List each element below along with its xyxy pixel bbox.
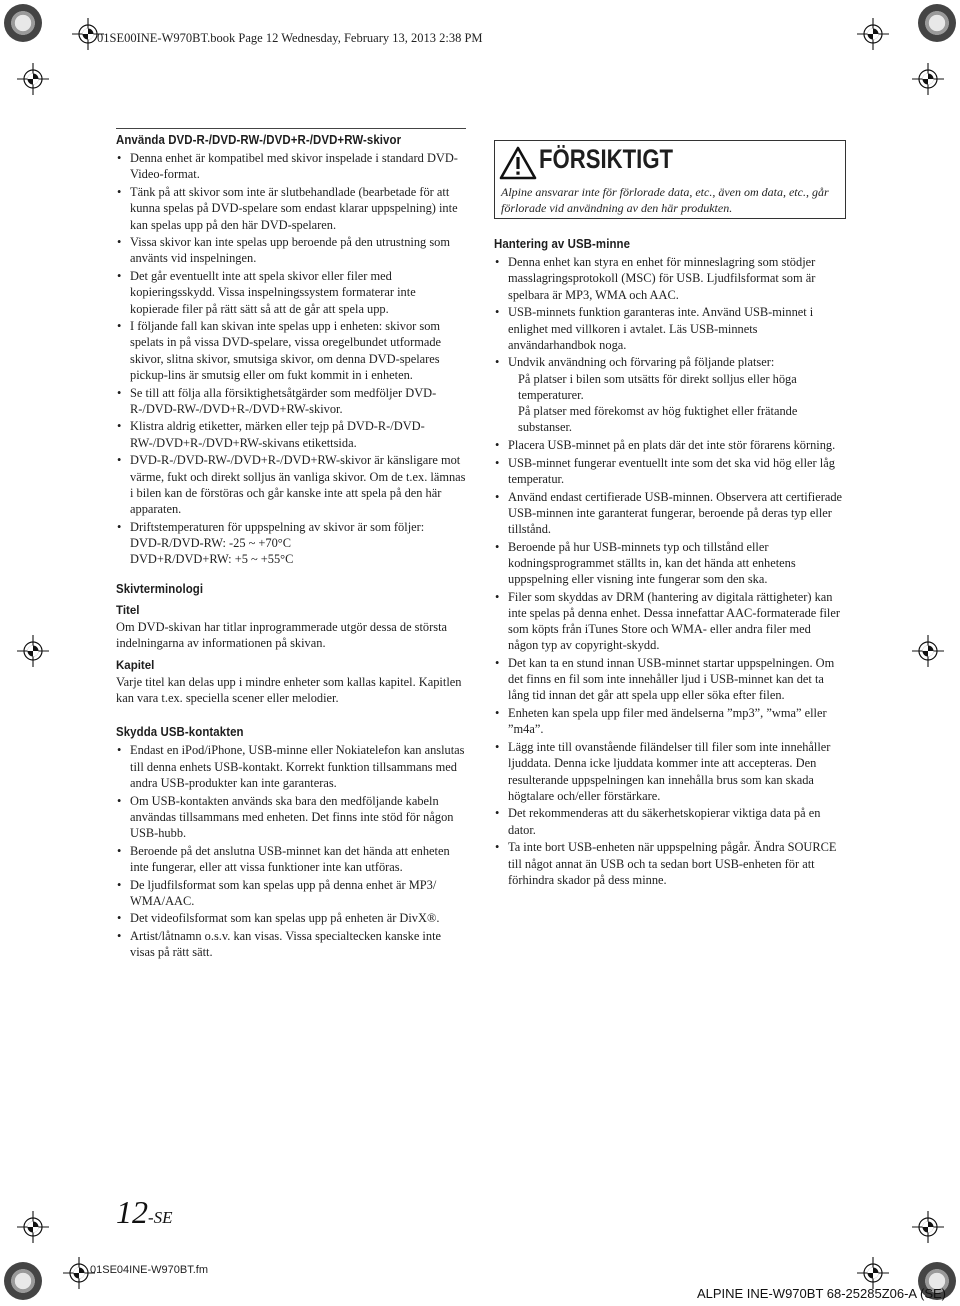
list-item: • Beroende på det anslutna USB-minnet kan det hända att enheten inte fungerar, eller att vissa funktioner inte kan utföras.	[117, 843, 450, 874]
place-note: På platser i bilen som utsätts för direkt solljus eller höga temperaturer.	[518, 371, 797, 402]
list-item: • Det rekommenderas att du säkerhetskopierar viktiga data på en dator.	[495, 806, 821, 837]
dvd-list	[116, 150, 466, 567]
list-item: • Driftstemperaturen för uppspelning av skivor är som följer: DVD-R/DVD-RW: -25 ~ +70°C DVD+R/DVD+RW: +5 ~ +55°C	[116, 519, 466, 568]
registration-mark-icon	[911, 634, 945, 668]
caution-box	[494, 140, 846, 219]
list-item: • I följande fall kan skivan inte spelas upp i enheten: skivor som spelats in på vissa DVD-spelare, vissa oregelbundet utformade skivor, slitna skivor, smutsiga skivor, om denna DVD-spelares pickup-lins är smutsig eller om fukt kommit in i enheten.	[117, 319, 442, 382]
caution-text: Alpine ansvarar inte för förlorade data, etc., även om data, etc., går förlorade vid användning av den här produkten.	[501, 185, 829, 215]
grey-dot-icon	[4, 1262, 42, 1300]
list-item: • Använd endast certifierade USB-minnen. Observera att certifierade USB-minnen inte garanterat fungerar, beroende på deras typ eller tillstånd.	[495, 489, 843, 536]
list-item: • Tänk på att skivor som inte är slutbehandlade (bearbetade för att kunna spelas på DVD-spelare som endast klarar uppspelning) inte kan spelas upp på den här DVD-spelaren.	[117, 185, 458, 232]
terms-section-title: Skivterminologi	[116, 580, 204, 596]
grey-dot-icon	[4, 4, 42, 42]
list-item: • Se till att följa alla försiktighetsåtgärder som medföljer DVD-R-/DVD-RW-/DVD+R-/DVD+RW-skivor.	[117, 385, 437, 416]
list-item: • Det kan ta en stund innan USB-minnet startar uppspelningen. Om det finns en fil som inte innehåller ljud i USB-minnet kan det ta lång tid innan det går att spela upp eller söka efter filen.	[495, 656, 835, 703]
temp-line: DVD+R/DVD+RW: +5 ~ +55°C	[130, 552, 294, 567]
titel-heading: Titel	[116, 604, 140, 617]
dvd-section-title: Använda DVD-R-/DVD-RW-/DVD+R-/DVD+RW-skivor	[116, 132, 402, 147]
list-item: • De ljudfilsformat som kan spelas upp på denna enhet är MP3/ WMA/AAC.	[117, 877, 437, 908]
kapitel-heading: Kapitel	[116, 659, 155, 672]
registration-mark-icon	[16, 62, 50, 96]
list-item: • Om USB-kontakten används ska bara den medföljande kabeln användas tillsammans med enheten. Det finns inte stöd för någon USB-hubb.	[117, 793, 454, 840]
list-item: • Enheten kan spela upp filer med ändelserna ”mp3”, ”wma” eller ”m4a”.	[495, 706, 827, 737]
footer-model: ALPINE INE-W970BT 68-25285Z06-A (SE)	[696, 1286, 946, 1301]
list-item: • Denna enhet kan styra en enhet för minneslagring som stödjer masslagringsprotokoll (MSC) för USB. Ljudfilsformat som är spelbara är MP3, WMA och AAC.	[495, 255, 816, 302]
list-item: • Klistra aldrig etiketter, märken eller tejp på DVD-R-/DVD-RW-/DVD+R-/DVD+RW-skivans etikettsida.	[117, 419, 425, 450]
list-item: • Artist/låtnamn o.s.v. kan visas. Vissa specialtecken kanske inte visas på rätt sätt.	[117, 929, 442, 960]
list-item: • Denna enhet är kompatibel med skivor inspelade i standard DVD-Video-format.	[117, 151, 458, 182]
list-item: • Placera USB-minnet på en plats där det inte stör förarens körning.	[495, 437, 836, 452]
left-column	[116, 132, 466, 962]
book-header: 01SE00INE-W970BT.book Page 12 Wednesday, February 13, 2013 2:38 PM	[97, 31, 483, 45]
handling-list	[494, 254, 844, 888]
caution-title: FÖRSIKTIGT	[539, 144, 674, 174]
registration-mark-icon	[16, 1210, 50, 1244]
warning-triangle-icon	[499, 146, 537, 180]
registration-mark-icon	[856, 1256, 890, 1290]
registration-mark-icon	[856, 17, 890, 51]
usb-section-title: Skydda USB-kontakten	[116, 724, 244, 740]
kapitel-text: Varje titel kan delas upp i mindre enheter som kallas kapitel. Kapitlen kan vara t.ex. speciella scener eller melodier.	[116, 674, 462, 705]
list-item: • USB-minnets funktion garanteras inte. Använd USB-minnet i enlighet med villkoren i avtalet. Läs USB-minnets användarhandbok noga.	[495, 305, 814, 352]
handling-section-title: Hantering av USB-minne	[494, 236, 631, 251]
registration-mark-icon	[911, 62, 945, 96]
registration-mark-icon	[911, 1210, 945, 1244]
grey-dot-icon	[918, 4, 956, 42]
list-item: • USB-minnet fungerar eventuellt inte som det ska vid hög eller låg temperatur.	[495, 455, 835, 486]
list-item: • Det videofilsformat som kan spelas upp på enheten är DivX®.	[117, 911, 440, 926]
list-item: • Det går eventuellt inte att spela skivor eller filer med kopieringsskydd. Vissa inspelningssystem formaterar inte kopierade filer på rätt sätt så att de går att spela upp.	[117, 269, 416, 316]
titel-text: Om DVD-skivan har titlar inprogrammerade utgör dessa de största indelningarna av informationen på skivan.	[116, 620, 448, 651]
list-item: • DVD-R-/DVD-RW-/DVD+R-/DVD+RW-skivor är känsligare mot värme, fukt och direkt solljus än vanliga skivor. Om de t.ex. lämnas i bilen kan de förstöras och går kanske inte att spela på den här apparaten.	[117, 453, 466, 516]
list-item: • Ta inte bort USB-enheten när uppspelning pågår. Ändra SOURCE till något annat än USB och ta sedan bort USB-enheten för att förhindra skador på dess minne.	[495, 840, 837, 887]
list-item: • Vissa skivor kan inte spelas upp beroende på den utrustning som använts vid inspelningen.	[117, 235, 450, 266]
list-item: • Undvik användning och förvaring på följande platser: På platser i bilen som utsätts för direkt solljus eller höga temperaturer. På platser med förekomst av hög fuktighet eller frätande substanser.	[494, 354, 844, 435]
usb-list	[116, 742, 466, 960]
footer-file-name: 01SE04INE-W970BT.fm	[90, 1264, 208, 1276]
page-number: 12-SE	[116, 1194, 173, 1230]
list-item: • Endast en iPod/iPhone, USB-minne eller Nokiatelefon kan anslutas till denna enhets USB-kontakt. Korrekt funktion tillsammans med andra USB-produkter kan inte garanteras.	[117, 743, 465, 790]
right-column	[494, 236, 844, 889]
list-item: • Filer som skyddas av DRM (hantering av digitala rättigheter) kan inte spelas på denna enhet. Dessa innefattar AAC-formaterade filer som köpts från iTunes Store och WMA- eller andra filer med någon typ av copyright-skydd.	[495, 589, 840, 653]
registration-mark-icon	[16, 634, 50, 668]
list-item: • Beroende på hur USB-minnets typ och tillstånd eller kodningsprogrammet ställts in, kan det hända att enhetens uppspelning eller visning inte fungerar som den ska.	[495, 539, 796, 587]
temp-line: DVD-R/DVD-RW: -25 ~ +70°C	[130, 535, 292, 550]
registration-mark-icon	[71, 17, 105, 51]
place-note: På platser med förekomst av hög fuktighet eller frätande substanser.	[518, 404, 798, 435]
list-item: • Lägg inte till ovanstående filändelser till filer som inte innehåller ljuddata. Denna icke ljuddata kommer inte att accepteras. Den resulterande uppspelningen kan innehålla brus som kan skada högtalare och/eller förstärkare.	[495, 740, 831, 803]
top-rule	[116, 128, 466, 129]
